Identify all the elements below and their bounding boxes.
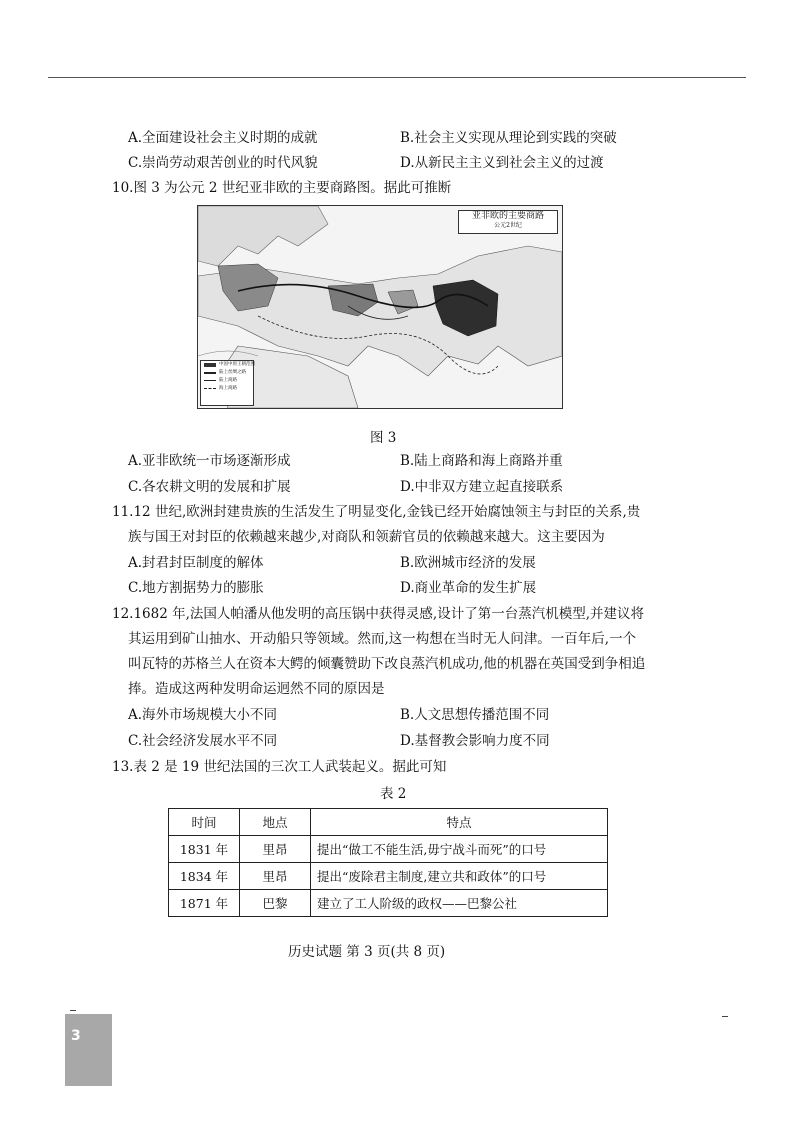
header-time: 时间 — [169, 809, 240, 836]
legend-swatch-line — [204, 372, 216, 374]
cell-time: 1831 年 — [169, 836, 240, 863]
q11-option-d: D.商业革命的发生扩展 — [400, 580, 537, 596]
q9-option-b: B.社会主义实现从理论到实践的突破 — [400, 130, 617, 146]
legend-label: 中国中原王朝范围 — [219, 362, 255, 367]
q11-option-a: A.封君封臣制度的解体 — [128, 555, 264, 571]
table-row — [169, 890, 608, 917]
legend-item — [201, 361, 253, 369]
map-legend — [200, 360, 254, 406]
q9-option-a: A.全面建设社会主义时期的成就 — [128, 130, 318, 146]
cell-feature: 建立了工人阶级的政权——巴黎公社 — [311, 890, 608, 917]
q12-option-d: D.基督教会影响力度不同 — [400, 733, 550, 749]
figure-caption: 图 3 — [370, 430, 397, 446]
cell-time: 1834 年 — [169, 863, 240, 890]
q12-stem: 12.1682 年,法国人帕潘从他发明的高压锅中获得灵感,设计了第一台蒸汽机模型,并建议将其运用到矿山抽水、开动船只等领域。然而,这一构想在当时无人问津。一百年后,一个叫瓦特的苏格兰人在资本大鳄的倾囊赞助下改良蒸汽机成功,他的机器在英国受到争相追捧。造成这两种发明命运迥然不同的原因是 — [112, 606, 646, 697]
q12-option-b: B.人文思想传播范围不同 — [400, 707, 550, 723]
legend-swatch-area — [204, 363, 216, 367]
q11-option-c: C.地方割据势力的膨胀 — [128, 580, 264, 596]
map-title-box — [458, 210, 558, 234]
q12-option-c: C.社会经济发展水平不同 — [128, 733, 278, 749]
cell-place: 里昂 — [240, 863, 311, 890]
map-subtitle: 公元2世纪 — [494, 222, 522, 229]
legend-item — [201, 385, 253, 393]
legend-label: 海上商路 — [219, 386, 237, 391]
q10-option-a: A.亚非欧统一市场逐渐形成 — [128, 453, 291, 469]
cell-feature: 提出“废除君主制度,建立共和政体”的口号 — [311, 863, 608, 890]
q10-stem: 10.图 3 为公元 2 世纪亚非欧的主要商路图。据此可推断 — [112, 180, 452, 196]
q11-stem: 11.12 世纪,欧洲封建贵族的生活发生了明显变化,金钱已经开始腐蚀领主与封臣的关系,贵族与国王对封臣的依赖越来越少,对商队和领薪官员的依赖越来越大。这主要因为 — [112, 504, 641, 545]
cell-place: 里昂 — [240, 836, 311, 863]
table-row — [169, 863, 608, 890]
uprisings-table — [168, 808, 608, 917]
legend-label: 陆上商路 — [219, 378, 237, 383]
legend-swatch-line — [204, 380, 216, 381]
q10-option-b: B.陆上商路和海上商路并重 — [400, 453, 563, 469]
table-header-row — [169, 809, 608, 836]
crop-mark — [722, 1016, 728, 1017]
header-place: 地点 — [240, 809, 311, 836]
page-number-badge — [65, 1014, 112, 1086]
q10-option-d: D.中非双方建立起直接联系 — [400, 479, 564, 495]
legend-item — [201, 369, 253, 377]
q9-option-c: C.崇尚劳动艰苦创业的时代风貌 — [128, 155, 318, 171]
legend-swatch-dashed — [204, 388, 216, 389]
crop-mark — [70, 1010, 76, 1011]
page-number: 3 — [71, 1028, 81, 1044]
legend-item — [201, 377, 253, 385]
header-rule — [48, 77, 746, 78]
cell-feature: 提出“做工不能生活,毋宁战斗而死”的口号 — [311, 836, 608, 863]
map-title: 亚非欧的主要商路 — [471, 211, 544, 221]
cell-place: 巴黎 — [240, 890, 311, 917]
cell-time: 1871 年 — [169, 890, 240, 917]
q10-option-c: C.各农耕文明的发展和扩展 — [128, 479, 291, 495]
trade-route-map — [197, 205, 563, 409]
q13-stem: 13.表 2 是 19 世纪法国的三次工人武装起义。据此可知 — [112, 759, 447, 775]
table-caption: 表 2 — [380, 786, 407, 802]
q12-option-a: A.海外市场规模大小不同 — [128, 707, 278, 723]
legend-label: 陆上丝绸之路 — [219, 370, 246, 375]
table-row — [169, 836, 608, 863]
header-feature: 特点 — [311, 809, 608, 836]
q9-option-d: D.从新民主主义到社会主义的过渡 — [400, 155, 604, 171]
page-footer: 历史试题 第 3 页(共 8 页) — [288, 944, 446, 960]
q11-option-b: B.欧洲城市经济的发展 — [400, 555, 536, 571]
